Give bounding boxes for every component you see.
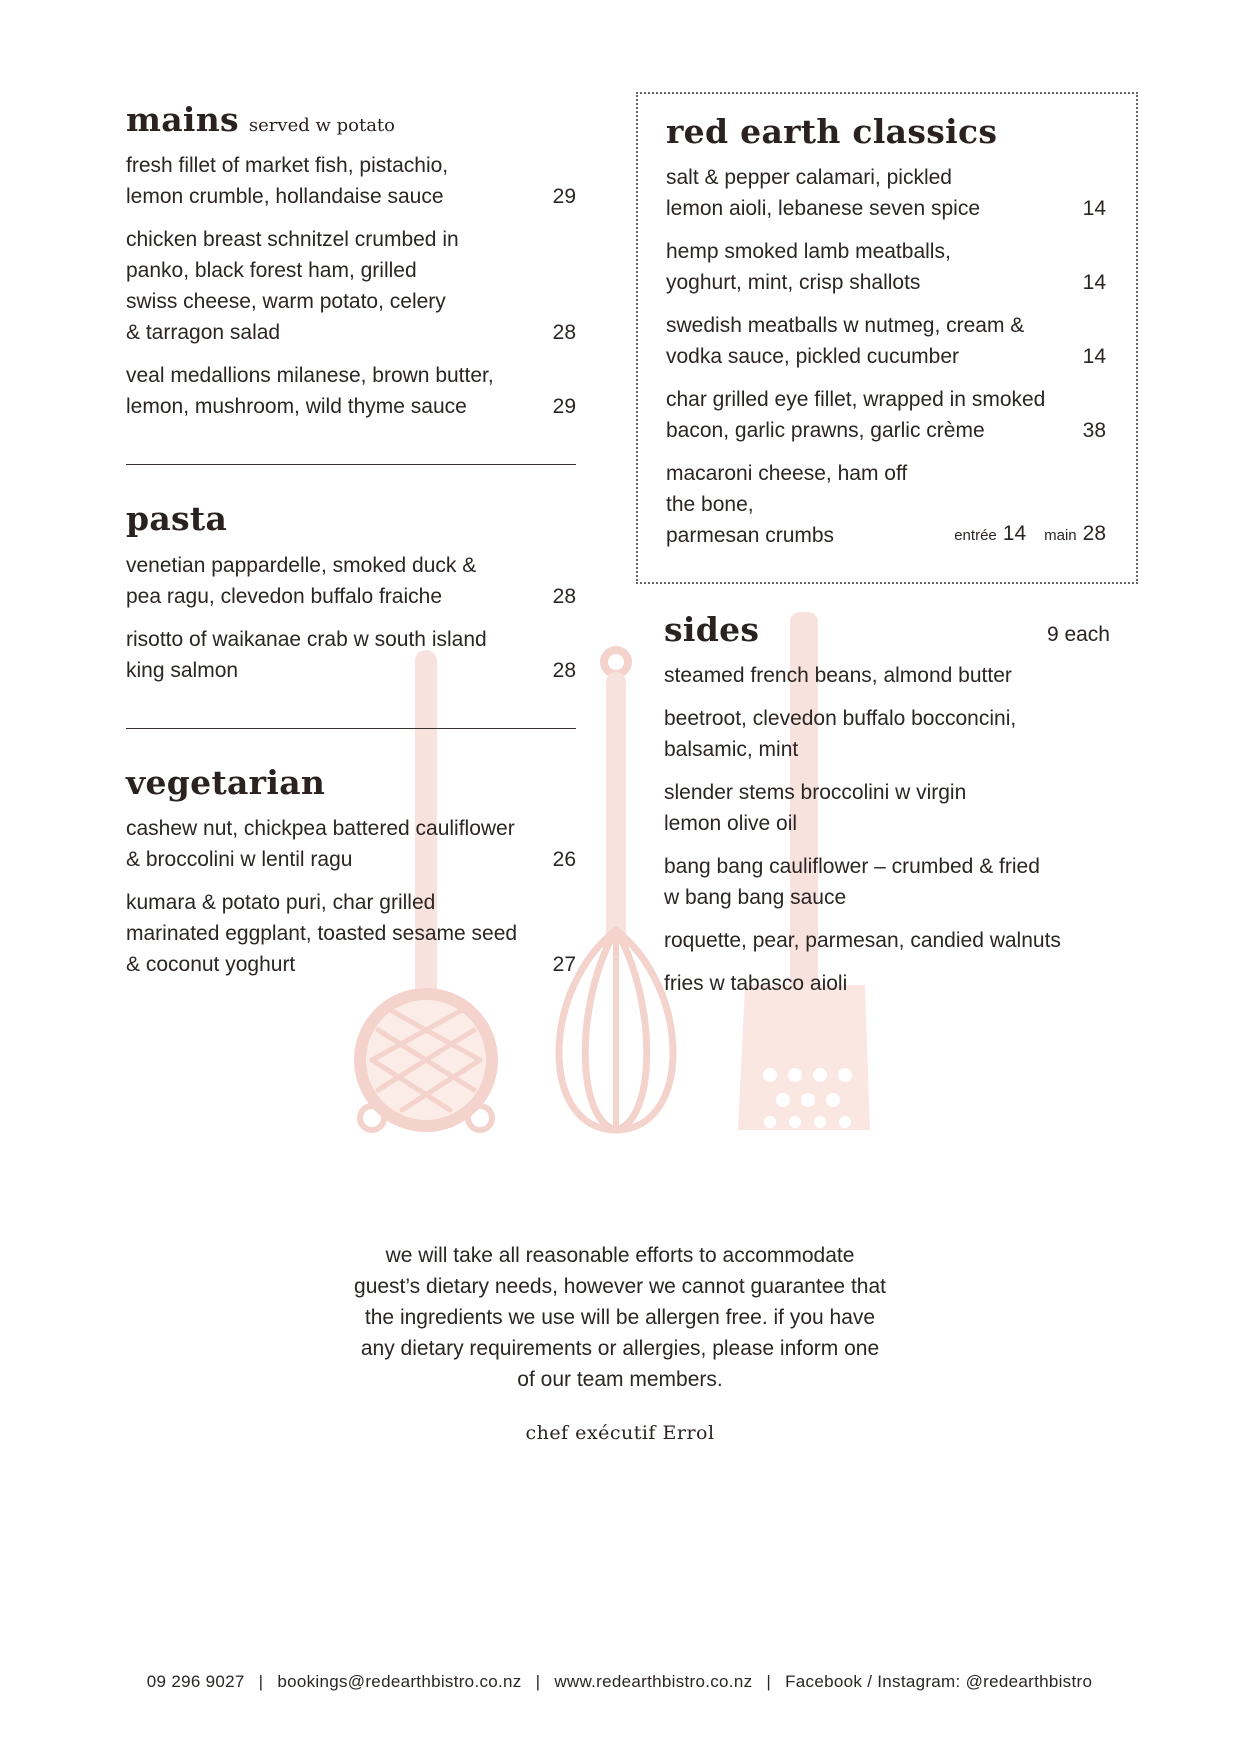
item-description: chicken breast schnitzel crumbed in panko, black forest ham, grilled swiss cheese, warm potato, celery & tarragon salad [126, 228, 459, 345]
section-divider [126, 728, 576, 729]
menu-item [126, 550, 576, 612]
menu-item [126, 813, 576, 875]
item-price: 26 [552, 847, 576, 871]
vegetarian-heading: vegetarian [126, 762, 326, 802]
footer-separator: | [258, 1672, 264, 1691]
vegetarian-section [126, 762, 576, 980]
menu-item [666, 236, 1106, 298]
item-price: 28 [552, 658, 576, 682]
section-divider [126, 464, 576, 465]
classics-box [636, 92, 1138, 584]
main-label: main [1044, 527, 1077, 545]
entree-label: entrée [954, 527, 997, 545]
entree-price: 14 [1002, 522, 1027, 546]
mains-subtitle: served w potato [248, 115, 396, 136]
menu-item [126, 624, 576, 686]
item-price: 14 [1082, 345, 1106, 369]
item-description: hemp smoked lamb meatballs, yoghurt, mint, crisp shallots [666, 240, 951, 295]
side-item: fries w tabasco aioli [664, 972, 848, 996]
sides-heading: sides [664, 610, 760, 649]
item-description: swedish meatballs w nutmeg, cream & vodka sauce, pickled cucumber [666, 314, 1025, 369]
item-price: 29 [552, 185, 576, 209]
footer-website-link[interactable]: www.redearthbistro.co.nz [554, 1672, 753, 1691]
item-description: macaroni cheese, ham off the bone, parmesan crumbs [666, 462, 908, 548]
menu-item [666, 384, 1106, 446]
pasta-heading: pasta [126, 499, 228, 539]
item-price: 14 [1082, 271, 1106, 295]
item-description: salt & pepper calamari, pickled lemon aioli, lebanese seven spice [666, 166, 981, 221]
main-price: 28 [1082, 522, 1106, 546]
item-price: 27 [552, 952, 576, 976]
item-price: 38 [1082, 419, 1106, 443]
side-item: steamed french beans, almond butter [664, 664, 1012, 688]
menu-item [126, 150, 576, 212]
menu-item [666, 458, 1106, 551]
pasta-section [126, 501, 576, 685]
left-column [126, 102, 576, 980]
item-description: veal medallions milanese, brown butter, lemon, mushroom, wild thyme sauce [126, 364, 494, 419]
menu-item [126, 887, 576, 980]
side-item: bang bang cauliflower – crumbed & fried w bang bang sauce [664, 855, 1040, 910]
item-price: 28 [552, 584, 576, 608]
item-description: risotto of waikanae crab w south island king salmon [126, 627, 487, 682]
sides-price: 9 each [1046, 623, 1110, 646]
side-item: beetroot, clevedon buffalo bocconcini, balsamic, mint [664, 707, 1017, 762]
footer-social[interactable]: Facebook / Instagram: @redearthbistro [785, 1672, 1093, 1691]
item-description: venetian pappardelle, smoked duck & pea ragu, clevedon buffalo fraiche [126, 553, 477, 608]
mains-heading: mains [126, 100, 239, 139]
contact-footer [0, 1672, 1239, 1692]
menu-item [666, 162, 1106, 224]
dietary-disclaimer: we will take all reasonable efforts to accommodate guest’s dietary needs, however we cannot guarantee that the ingredients we use will be allergen free. if you have any dietary requirements or allergies, please inform one of our team members. [354, 1244, 886, 1391]
menu-item [666, 310, 1106, 372]
menu-item [126, 360, 576, 422]
item-price-dual [926, 518, 1106, 551]
item-description: char grilled eye fillet, wrapped in smoked bacon, garlic prawns, garlic crème [666, 388, 1046, 443]
side-item: slender stems broccolini w virgin lemon olive oil [664, 781, 967, 836]
item-price: 28 [552, 321, 576, 345]
item-description: cashew nut, chickpea battered cauliflower & broccolini w lentil ragu [126, 816, 515, 871]
sides-section [664, 612, 1110, 999]
footer-email-link[interactable]: bookings@redearthbistro.co.nz [277, 1672, 522, 1691]
whisk-icon [559, 650, 673, 1130]
item-description: fresh fillet of market fish, pistachio, lemon crumble, hollandaise sauce [126, 154, 449, 209]
item-price: 14 [1082, 197, 1106, 221]
footer-phone[interactable]: 09 296 9027 [146, 1672, 245, 1691]
classics-heading: red earth classics [666, 112, 998, 151]
menu-item [126, 224, 576, 348]
side-item: roquette, pear, parmesan, candied walnuts [664, 929, 1061, 953]
item-description: kumara & potato puri, char grilled marinated eggplant, toasted sesame seed & coconut yoghurt [126, 890, 518, 976]
chef-signature: chef exécutif Errol [525, 1422, 715, 1444]
mains-section [126, 102, 576, 422]
footer-separator: | [766, 1672, 772, 1691]
item-price: 29 [552, 395, 576, 419]
footer-separator: | [535, 1672, 541, 1691]
